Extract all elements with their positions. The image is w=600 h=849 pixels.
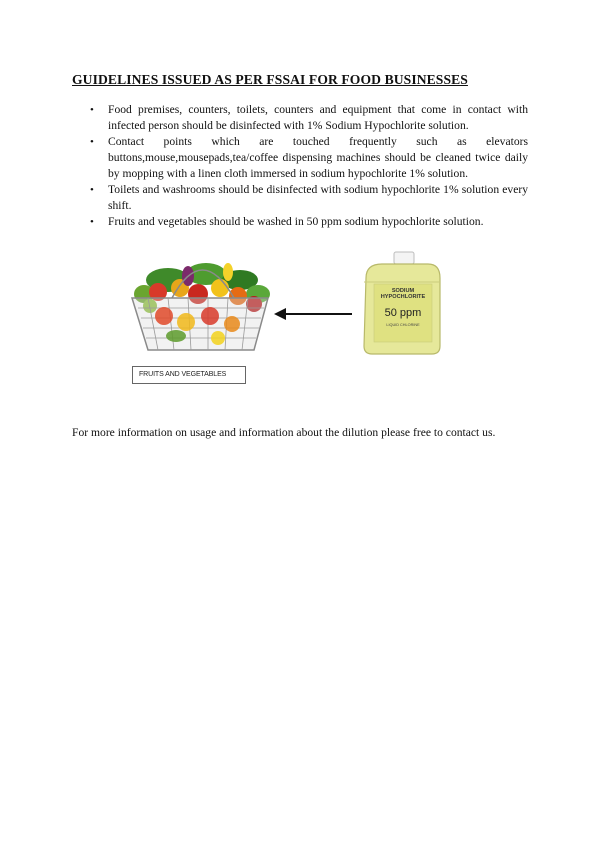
- container-label-line1: SODIUM: [391, 288, 415, 294]
- list-item: • Fruits and vegetables should be washed in 50 ppm sodium hypochlorite solution.: [90, 214, 528, 230]
- list-item: • Toilets and washrooms should be disinfected with sodium hypochlorite 1% solution every shift.: [90, 182, 528, 214]
- container-concentration: 50 ppm: [384, 307, 422, 319]
- list-item: • Food premises, counters, toilets, counters and equipment that come in contact with infected person should be disinfected with 1% Sodium Hypochlorite solution.: [90, 102, 528, 134]
- list-item: • Contact points which are touched frequently such as elevators buttons,mouse,mousepads,tea/coffee dispensing machines should be cleaned twice daily by mopping with a linen cloth immersed in sodium hypochlorite 1% solution.: [90, 134, 528, 182]
- hypochlorite-container-image: [364, 252, 440, 354]
- arrow-left-icon: [274, 308, 352, 320]
- page-title: GUIDELINES ISSUED AS PER FSSAI FOR FOOD BUSINESSES: [72, 72, 468, 87]
- container-subtext: LIQUID CHLORINE: [386, 323, 420, 327]
- guidelines-list: [90, 102, 528, 230]
- footer-note: For more information on usage and information about the dilution please free to contact us.: [72, 426, 496, 439]
- container-label-line2: HYPOCHLORITE: [380, 294, 426, 300]
- figure-caption: FRUITS AND VEGETABLES: [132, 366, 246, 384]
- fruit-basket-image: [132, 263, 270, 350]
